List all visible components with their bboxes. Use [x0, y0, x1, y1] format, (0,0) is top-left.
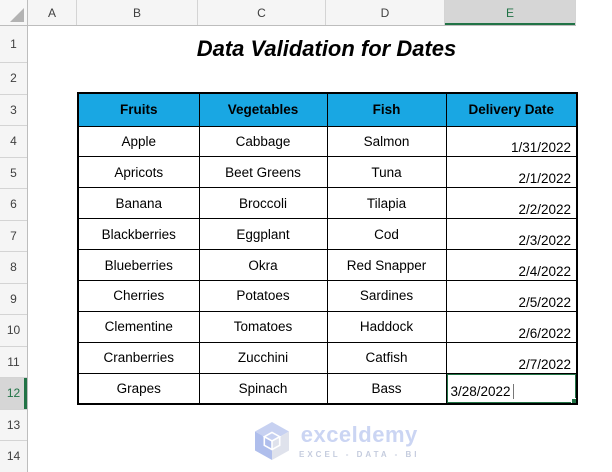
- table-row: [78, 311, 577, 342]
- table-cell[interactable]: Blueberries: [78, 250, 199, 281]
- table-row: [78, 126, 577, 157]
- row-header-11[interactable]: 11: [0, 347, 27, 379]
- table-cell[interactable]: Apricots: [78, 157, 199, 188]
- row-headers: [0, 26, 28, 472]
- table-cell[interactable]: Apple: [78, 126, 199, 157]
- table-cell[interactable]: Red Snapper: [327, 250, 446, 281]
- watermark-brand: exceldemy: [300, 421, 418, 447]
- row-header-3[interactable]: 3: [0, 95, 27, 127]
- table-row: [78, 342, 577, 373]
- table-cell[interactable]: Okra: [199, 250, 327, 281]
- table-cell[interactable]: Blackberries: [78, 219, 199, 250]
- table-cell[interactable]: Catfish: [327, 342, 446, 373]
- row-header-7[interactable]: 7: [0, 221, 27, 253]
- row-header-1[interactable]: 1: [0, 26, 27, 63]
- table-cell[interactable]: Eggplant: [199, 219, 327, 250]
- table-header-cell[interactable]: Delivery Date: [446, 93, 577, 126]
- table-header-cell[interactable]: Vegetables: [199, 93, 327, 126]
- column-header-D[interactable]: D: [326, 0, 445, 25]
- column-header-C[interactable]: C: [198, 0, 326, 25]
- text-caret: [513, 384, 514, 399]
- row-header-8[interactable]: 8: [0, 252, 27, 284]
- table-cell[interactable]: 1/31/2022: [446, 126, 577, 157]
- row-header-2[interactable]: 2: [0, 63, 27, 95]
- row-header-13[interactable]: 13: [0, 410, 27, 442]
- table-row: [78, 373, 577, 404]
- table-cell[interactable]: 2/1/2022: [446, 157, 577, 188]
- table-cell[interactable]: Tilapia: [327, 188, 446, 219]
- watermark: [252, 420, 419, 462]
- table-cell[interactable]: Sardines: [327, 280, 446, 311]
- exceldemy-logo-icon: [252, 420, 292, 462]
- column-header-E[interactable]: E: [445, 0, 576, 25]
- table-cell[interactable]: Banana: [78, 188, 199, 219]
- table-cell[interactable]: Zucchini: [199, 342, 327, 373]
- table-cell[interactable]: Haddock: [327, 311, 446, 342]
- table-row: [78, 250, 577, 281]
- row-header-14[interactable]: 14: [0, 441, 27, 472]
- row-header-10[interactable]: 10: [0, 315, 27, 347]
- table-head: [78, 93, 577, 126]
- active-cell-value: 3/28/2022: [450, 384, 511, 400]
- table-cell[interactable]: 2/5/2022: [446, 280, 577, 311]
- row-header-4[interactable]: 4: [0, 126, 27, 158]
- row-header-12[interactable]: 12: [0, 378, 27, 410]
- sheet-title-cell[interactable]: Data Validation for Dates: [196, 36, 457, 61]
- table-cell[interactable]: 2/6/2022: [446, 311, 577, 342]
- table-cell[interactable]: Cherries: [78, 280, 199, 311]
- row-header-6[interactable]: 6: [0, 189, 27, 221]
- table-cell[interactable]: Beet Greens: [199, 157, 327, 188]
- table-header-cell[interactable]: Fish: [327, 93, 446, 126]
- table-cell[interactable]: Tomatoes: [199, 311, 327, 342]
- table-cell[interactable]: Tuna: [327, 157, 446, 188]
- table-cell[interactable]: Cod: [327, 219, 446, 250]
- table-cell[interactable]: Bass: [327, 373, 446, 404]
- table-cell[interactable]: Broccoli: [199, 188, 327, 219]
- table-row: [78, 280, 577, 311]
- table-cell[interactable]: 2/4/2022: [446, 250, 577, 281]
- table-cell[interactable]: 2/3/2022: [446, 219, 577, 250]
- table-header-cell[interactable]: Fruits: [78, 93, 199, 126]
- table-cell[interactable]: Salmon: [327, 126, 446, 157]
- table-cell[interactable]: Potatoes: [199, 280, 327, 311]
- select-all-corner[interactable]: [0, 0, 28, 26]
- fill-handle[interactable]: [571, 398, 577, 404]
- table-body: [78, 126, 577, 404]
- active-cell[interactable]: [446, 373, 577, 404]
- table-cell[interactable]: Cabbage: [199, 126, 327, 157]
- table-header-row: [78, 93, 577, 126]
- table-row: [78, 219, 577, 250]
- row-header-5[interactable]: 5: [0, 158, 27, 190]
- table-cell[interactable]: Grapes: [78, 373, 199, 404]
- select-all-triangle-icon: [10, 8, 24, 22]
- column-header-B[interactable]: B: [77, 0, 198, 25]
- row-header-9[interactable]: 9: [0, 284, 27, 316]
- column-header-A[interactable]: A: [28, 0, 77, 25]
- table-cell[interactable]: 2/7/2022: [446, 342, 577, 373]
- table-cell[interactable]: Cranberries: [78, 342, 199, 373]
- data-table: [77, 92, 578, 405]
- table-row: [78, 188, 577, 219]
- table-cell[interactable]: 2/2/2022: [446, 188, 577, 219]
- table-row: [78, 157, 577, 188]
- watermark-text: [299, 421, 420, 459]
- watermark-tagline: EXCEL - DATA - BI: [299, 449, 420, 459]
- column-headers: [28, 0, 576, 26]
- table-cell[interactable]: Spinach: [199, 373, 327, 404]
- table-cell[interactable]: Clementine: [78, 311, 199, 342]
